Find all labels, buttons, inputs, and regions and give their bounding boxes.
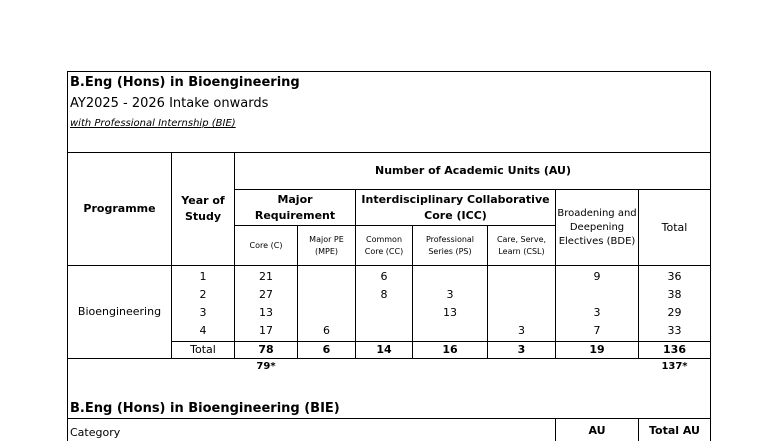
total-cc: 14 — [376, 343, 392, 357]
header-year-l1: Year of — [181, 194, 225, 208]
cell-year: 2 — [199, 288, 207, 302]
cell-total: 36 — [667, 270, 682, 284]
header-bde-l2: Deepening — [569, 221, 625, 233]
cell-core: 21 — [259, 270, 273, 284]
header-major — [235, 190, 355, 225]
cell-csl: 3 — [518, 324, 525, 338]
cell-bde — [556, 286, 638, 304]
cell-mpe — [298, 268, 355, 286]
subheader-mpe — [298, 226, 355, 265]
subheader-csl-l2: Learn (CSL) — [498, 246, 545, 256]
section2-title: B.Eng (Hons) in Bioengineering (BIE) — [70, 401, 340, 416]
header-major-l2: Requirement — [254, 208, 336, 222]
header-number-au: Number of Academic Units (AU) — [375, 164, 571, 178]
cell-ps: 13 — [443, 306, 457, 320]
rule-total-bottom — [67, 358, 711, 359]
cell-bde: 3 — [593, 306, 601, 320]
cell-ps — [413, 322, 487, 340]
section2-category-header: Category — [70, 426, 121, 439]
doc-subtitle: with Professional Internship (BIE) — [70, 118, 236, 129]
header-programme: Programme — [83, 202, 156, 216]
cell-core: 27 — [259, 288, 273, 302]
subheader-cc-l1: Common — [365, 234, 403, 244]
subheader-csl — [488, 226, 555, 265]
cell-mpe: 6 — [323, 324, 330, 338]
cell-mpe — [298, 286, 355, 304]
subheader-cc-l2: Core (CC) — [364, 246, 404, 256]
border-top — [67, 71, 711, 72]
header-year — [172, 153, 234, 265]
programme-name: Bioengineering — [77, 305, 162, 319]
doc-intake: AY2025 - 2026 Intake onwards — [70, 96, 269, 111]
cell-ps: 3 — [446, 288, 454, 302]
cell-year: 3 — [199, 306, 207, 320]
cell-mpe — [298, 304, 355, 322]
total-core: 78 — [258, 343, 274, 357]
border-right — [710, 71, 711, 441]
note-major: 79* — [256, 360, 276, 372]
cell-core: 13 — [259, 306, 273, 320]
header-year-l2: Study — [184, 210, 222, 223]
section2-total-au-header: Total AU — [649, 423, 700, 437]
cell-year: 1 — [199, 270, 207, 284]
cell-total: 38 — [667, 288, 682, 302]
header-icc-l2: Core (ICC) — [424, 208, 487, 222]
cell-cc: 6 — [380, 270, 388, 284]
cell-core: 17 — [259, 324, 273, 338]
cell-bde: 9 — [593, 270, 601, 284]
header-icc-l1: Interdisciplinary Collaborative — [361, 193, 550, 207]
cell-bde: 7 — [593, 324, 601, 338]
cell-cc — [356, 304, 412, 322]
cell-csl — [488, 304, 555, 322]
rule-section2-top — [67, 418, 711, 419]
total-total: 136 — [663, 343, 686, 357]
subheader-ps — [413, 226, 487, 265]
cell-cc — [356, 322, 412, 340]
total-label: Total — [190, 343, 216, 357]
doc-title: B.Eng (Hons) in Bioengineering — [70, 75, 300, 90]
total-csl: 3 — [517, 343, 526, 357]
total-ps: 16 — [442, 343, 458, 357]
subheader-mpe-l1: Major PE — [309, 234, 344, 244]
subheader-cc — [356, 226, 412, 265]
cell-csl — [488, 286, 555, 304]
cell-cc: 8 — [380, 288, 388, 302]
subheader-ps-l2: Series (PS) — [428, 246, 472, 256]
subheader-csl-l1: Care, Serve, — [496, 234, 547, 244]
total-mpe: 6 — [322, 343, 331, 357]
header-icc — [356, 190, 555, 225]
cell-total: 29 — [667, 306, 682, 320]
total-bde: 19 — [589, 343, 605, 357]
header-major-l1: Major — [277, 193, 313, 207]
subheader-mpe-l2: (MPE) — [314, 246, 339, 256]
section2-au-header: AU — [588, 423, 606, 437]
note-total: 137* — [661, 360, 688, 372]
cell-total: 33 — [667, 324, 682, 338]
header-bde-l3: Electives (BDE) — [558, 235, 636, 247]
cell-csl — [488, 268, 555, 286]
subheader-core: Core (C) — [249, 240, 283, 250]
cell-year: 4 — [199, 324, 207, 338]
header-total: Total — [661, 220, 688, 234]
header-bde — [556, 190, 638, 265]
header-bde-l1: Broadening and — [557, 207, 637, 219]
subheader-ps-l1: Professional — [425, 234, 475, 244]
cell-ps — [413, 268, 487, 286]
